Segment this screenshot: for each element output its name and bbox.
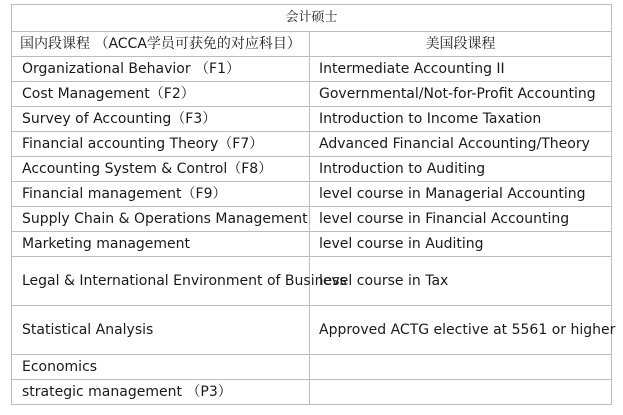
table-row: [12, 107, 612, 132]
us-course-cell: Governmental/Not-for-Profit Accounting: [310, 82, 612, 107]
table-title: 会计硕士: [12, 5, 612, 32]
us-course-cell: level course in Managerial Accounting: [310, 182, 612, 207]
domestic-course-cell: Economics: [12, 355, 310, 380]
domestic-course-cell: Marketing management: [12, 232, 310, 257]
table-row: [12, 132, 612, 157]
domestic-course-cell: Supply Chain & Operations Management: [12, 207, 310, 232]
course-comparison-table: [11, 4, 616, 405]
us-course-cell: level course in Tax: [310, 257, 612, 306]
domestic-course-cell: Survey of Accounting（F3）: [12, 107, 310, 132]
header-us-courses: 美国段课程: [310, 32, 612, 57]
table-row: [12, 355, 612, 380]
domestic-course-cell: Cost Management（F2）: [12, 82, 310, 107]
domestic-course-cell: Legal & International Environment of Business: [12, 257, 310, 306]
domestic-course-cell: Organizational Behavior （F1）: [12, 57, 310, 82]
table-row: [12, 306, 612, 355]
domestic-course-cell: Accounting System & Control（F8）: [12, 157, 310, 182]
table-header-row: [12, 32, 612, 57]
us-course-cell: level course in Financial Accounting: [310, 207, 612, 232]
domestic-course-cell: Statistical Analysis: [12, 306, 310, 355]
us-course-cell: Introduction to Income Taxation: [310, 107, 612, 132]
table-title-row: [12, 5, 612, 32]
table-row: [12, 232, 612, 257]
table-row: [12, 57, 612, 82]
us-course-cell: Advanced Financial Accounting/Theory: [310, 132, 612, 157]
header-domestic-courses: 国内段课程 （ACCA学员可获免的对应科目）: [12, 32, 310, 57]
table-row: [12, 182, 612, 207]
us-course-cell: Intermediate Accounting II: [310, 57, 612, 82]
table-row: [12, 380, 612, 405]
us-course-cell: Approved ACTG elective at 5561 or higher: [310, 306, 612, 355]
table-row: [12, 157, 612, 182]
us-course-cell: level course in Auditing: [310, 232, 612, 257]
table-row: [12, 207, 612, 232]
domestic-course-cell: strategic management （P3）: [12, 380, 310, 405]
domestic-course-cell: Financial accounting Theory（F7）: [12, 132, 310, 157]
us-course-cell: [310, 380, 612, 405]
table-row: [12, 257, 612, 306]
domestic-course-cell: Financial management（F9）: [12, 182, 310, 207]
us-course-cell: [310, 355, 612, 380]
table-row: [12, 82, 612, 107]
us-course-cell: Introduction to Auditing: [310, 157, 612, 182]
